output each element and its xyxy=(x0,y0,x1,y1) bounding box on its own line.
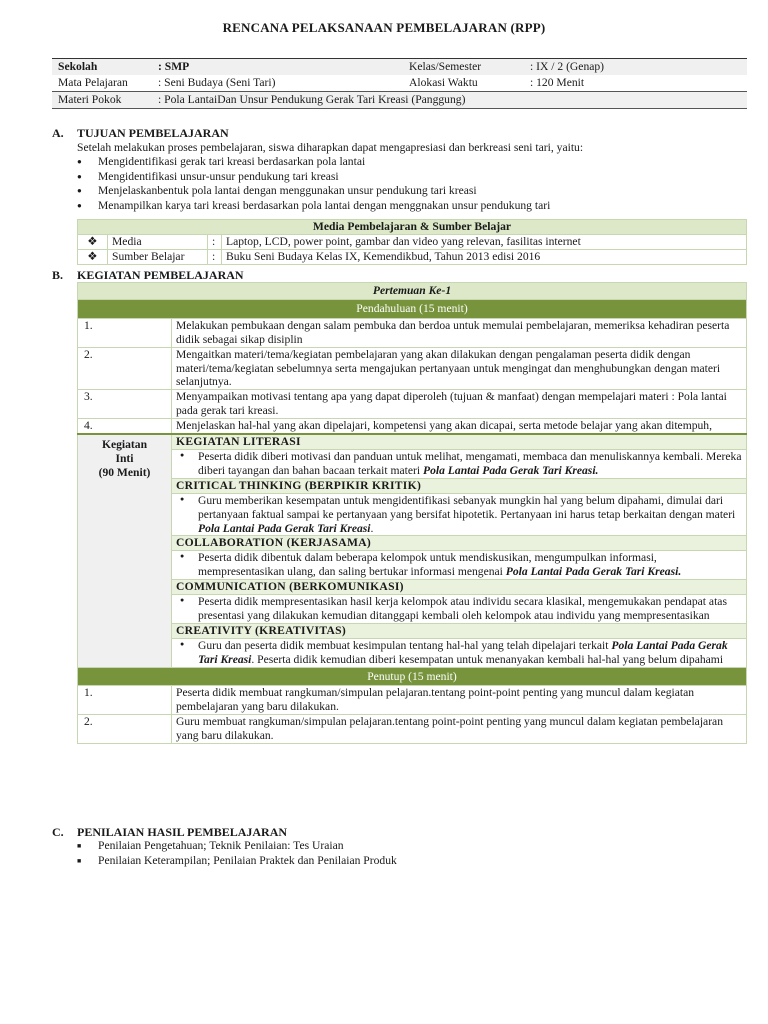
inti-label-line: Kegiatan xyxy=(101,438,148,452)
table-row xyxy=(78,686,747,715)
pendahuluan-heading: Pendahuluan (15 menit) xyxy=(78,299,747,318)
body-text: Guru dan peserta didik membuat kesimpulan tentang hal-hal yang telah dipelajari terkait xyxy=(198,638,609,652)
section-title: KEGIATAN PEMBELAJARAN xyxy=(77,268,244,282)
row-number: 4. xyxy=(78,419,172,434)
tail-text: . Peserta didik kemudian diberi kesempatan untuk menanyakan kembali hal-hal yang belum dipahami xyxy=(251,652,724,666)
sekolah-value: : SMP xyxy=(152,59,403,75)
table-row xyxy=(78,551,747,580)
collaboration-text xyxy=(172,551,747,580)
list-item: ● Menjelaskanbentuk pola lantai dengan menggunakan unsur pendukung tari kreasi xyxy=(77,184,747,199)
media-table xyxy=(77,219,747,265)
body-text: Peserta didik diberi motivasi dan panduan untuk melihat, mengamati, membaca dan menuliskannya kembali. Mereka diberi tayangan dan bahan bacaan terkait materi xyxy=(198,449,742,477)
list-item: ● Mengidentifikasi gerak tari kreasi berdasarkan pola lantai xyxy=(77,155,747,170)
row-number: 1. xyxy=(78,686,172,715)
alokasi-value: : 120 Menit xyxy=(530,75,585,89)
pertemuan-label: Pertemuan Ke-1 xyxy=(78,283,747,300)
section-c-heading xyxy=(52,825,287,839)
media-value: Laptop, LCD, power point, gambar dan video yang relevan, fasilitas internet xyxy=(222,234,747,249)
assessment-list xyxy=(77,839,747,868)
section-title: PENILAIAN HASIL PEMBELAJARAN xyxy=(77,825,288,839)
diamond-bullet-icon: ❖ xyxy=(78,234,108,249)
table-row xyxy=(78,299,747,318)
list-item: ● Menampilkan karya tari kreasi berdasarkan pola lantai dengan menggnakan unsur pendukung tari xyxy=(77,199,747,214)
list-item: ■ Penilaian Keterampilan; Penilaian Praktek dan Penilaian Produk xyxy=(77,854,747,869)
table-row xyxy=(78,419,747,434)
mapel-label: Mata Pelajaran xyxy=(58,75,128,89)
section-b-heading xyxy=(52,268,244,282)
sumber-value: Buku Seni Budaya Kelas IX, Kemendikbud, Tahun 2013 edisi 2016 xyxy=(222,249,747,264)
media-heading: Media Pembelajaran & Sumber Belajar xyxy=(78,220,747,235)
kelas-value: : IX / 2 (Genap) xyxy=(524,59,747,75)
table-row xyxy=(78,249,747,264)
creativity-text xyxy=(172,638,747,667)
document-title: RENCANA PELAKSANAAN PEMBELAJARAN (RPP) xyxy=(222,20,546,35)
table-row xyxy=(78,493,747,536)
identity-row xyxy=(52,91,747,108)
table-row xyxy=(78,220,747,235)
identity-row xyxy=(52,59,747,75)
table-row xyxy=(78,283,747,300)
activities-table xyxy=(77,282,747,744)
table-row xyxy=(78,580,747,595)
media-label: Media xyxy=(108,234,208,249)
table-row xyxy=(78,623,747,638)
media-sep: : xyxy=(208,234,222,249)
literasi-heading: KEGIATAN LITERASI xyxy=(172,434,747,449)
penutup-heading: Penutup (15 menit) xyxy=(78,667,747,686)
table-row xyxy=(78,536,747,551)
emphasis-text: Pola Lantai Pada Gerak Tari Kreasi xyxy=(198,521,371,535)
table-row xyxy=(78,390,747,419)
row-number: 1. xyxy=(78,318,172,347)
sumber-label: Sumber Belajar xyxy=(108,249,208,264)
materi-value: : Pola LantaiDan Unsur Pendukung Gerak Tari Kreasi (Panggung) xyxy=(152,91,747,108)
list-item: ■ Penilaian Pengetahuan; Teknik Penilaian: Tes Uraian xyxy=(77,839,747,854)
table-row xyxy=(78,595,747,624)
identity-row xyxy=(52,75,747,91)
emphasis-text: Pola Lantai Pada Gerak Tari Kreasi. xyxy=(423,463,599,477)
table-row xyxy=(78,715,747,744)
alokasi-label: Alokasi Waktu xyxy=(409,75,478,89)
row-number: 2. xyxy=(78,715,172,744)
table-row xyxy=(78,434,747,449)
table-row xyxy=(78,449,747,478)
table-row xyxy=(78,638,747,667)
row-text: Mengaitkan materi/tema/kegiatan pembelajaran yang akan dilakukan dengan pengalaman peserta didik dengan materi/tema/kegiatan sebelumnya serta mengajukan pertanyaan untuk mengingat dan menghubungkan dengan materi selanjutnya. xyxy=(172,347,747,390)
diamond-bullet-icon: ❖ xyxy=(78,249,108,264)
section-a-intro: Setelah melakukan proses pembelajaran, siswa diharapkan dapat mengapresiasi dan berkreasi seni tari, yaitu: xyxy=(77,141,584,154)
sumber-sep: : xyxy=(208,249,222,264)
table-row xyxy=(78,478,747,493)
critical-text xyxy=(172,493,747,536)
section-number: A. xyxy=(52,126,64,140)
table-row xyxy=(78,347,747,390)
kegiatan-inti-label xyxy=(78,434,172,667)
row-number: 2. xyxy=(78,347,172,390)
row-text: Menjelaskan hal-hal yang akan dipelajari, kompetensi yang akan dicapai, serta metode belajar yang akan ditempuh, xyxy=(172,419,747,434)
table-row xyxy=(78,667,747,686)
section-a-heading xyxy=(52,126,229,140)
row-text: Melakukan pembukaan dengan salam pembuka dan berdoa untuk memulai pembelajaran, memeriksa kehadiran peserta didik sebagai sikap disiplin xyxy=(172,318,747,347)
list-item: ● Mengidentifikasi unsur-unsur pendukung tari kreasi xyxy=(77,170,747,185)
inti-label-line: (90 Menit) xyxy=(98,465,151,479)
row-text: Peserta didik membuat rangkuman/simpulan pelajaran.tentang point-point penting yang muncul dalam kegiatan pembelajaran yang baru dilakukan. xyxy=(172,686,747,715)
emphasis-text: Pola Lantai Pada Gerak Tari Kreasi. xyxy=(505,565,682,579)
section-number: C. xyxy=(52,825,64,839)
mapel-value: : Seni Budaya (Seni Tari) xyxy=(158,75,276,89)
communication-heading: COMMUNICATION (BERKOMUNIKASI) xyxy=(172,580,747,595)
collaboration-heading: COLLABORATION (KERJASAMA) xyxy=(172,536,747,551)
communication-text: ● Peserta didik mempresentasikan hasil kerja kelompok atau individu secara klasikal, mengemukakan pendapat atas presentasi yang dilakukan kemudian ditanggapi kembali oleh kelompok atau individu yang mempresentasikan xyxy=(172,595,747,624)
identity-table xyxy=(52,58,747,109)
creativity-heading: CREATIVITY (KREATIVITAS) xyxy=(172,623,747,638)
body-text: Guru memberikan kesempatan untuk mengidentifikasi sebanyak mungkin hal yang belum dipahami, dimulai dari pertanyaan faktual sampai ke pertanyaan yang bersifat hipotetik. Pertanyaan ini harus tetap berkaitan dengan materi xyxy=(198,493,736,521)
row-number: 3. xyxy=(78,390,172,419)
tail-text: . xyxy=(370,521,374,535)
inti-label-line: Inti xyxy=(115,451,134,465)
body-text: Peserta didik dibentuk dalam beberapa kelompok untuk mendiskusikan, mengumpulkan informasi, mempresentasikan ulang, dan saling bertukar informasi mengenai xyxy=(198,551,657,579)
critical-heading: CRITICAL THINKING (BERPIKIR KRITIK) xyxy=(172,478,747,493)
section-title: TUJUAN PEMBELAJARAN xyxy=(77,126,229,140)
materi-label: Materi Pokok xyxy=(52,91,152,108)
emphasis-text: Pola Lantai Pada Gerak Tari Kreasi xyxy=(198,638,728,666)
literasi-text xyxy=(172,449,747,478)
sekolah-label: Sekolah xyxy=(52,59,152,75)
objectives-list xyxy=(77,155,747,213)
row-text: Guru membuat rangkuman/simpulan pelajaran.tentang point-point penting yang muncul dalam kegiatan pembelajaran yang baru dilakukan. xyxy=(172,715,747,744)
table-row xyxy=(78,234,747,249)
kelas-label: Kelas/Semester xyxy=(403,59,524,75)
section-number: B. xyxy=(52,268,64,282)
table-row xyxy=(78,318,747,347)
row-text: Menyampaikan motivasi tentang apa yang dapat diperoleh (tujuan & manfaat) dengan mempelajari materi : Pola lantai pada gerak tari kreasi. xyxy=(172,390,747,419)
